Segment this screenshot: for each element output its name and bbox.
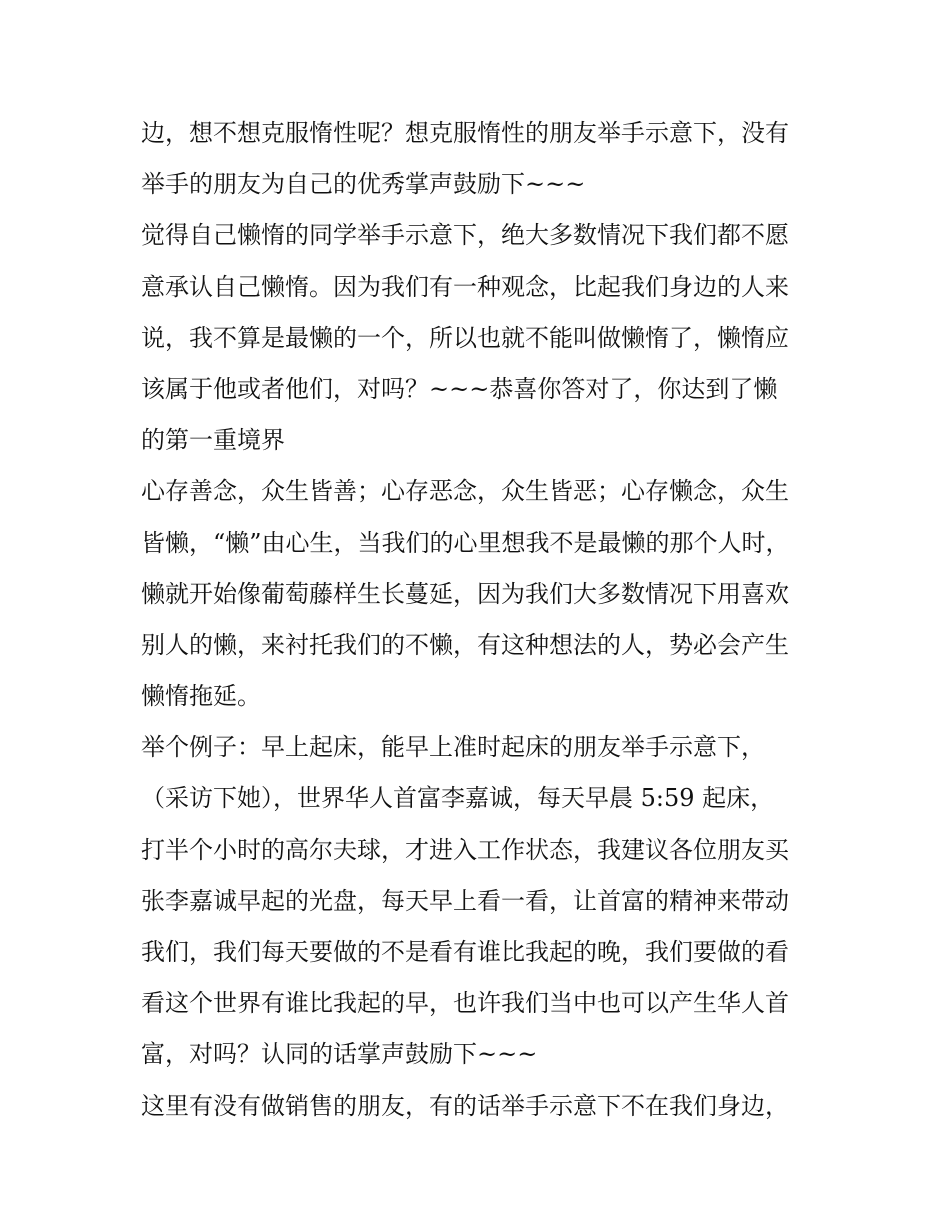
text-line: 举手的朋友为自己的优秀掌声鼓励下~~~	[141, 170, 586, 199]
text-line: 打半个小时的高尔夫球，才进入工作状态，我建议各位朋友买	[141, 835, 789, 864]
text-line: 边，想不想克服惰性呢？想克服惰性的朋友举手示意下，没有	[141, 119, 789, 147]
text-line: 的第一重境界	[141, 426, 285, 455]
text-line: 富，对吗？认同的话掌声鼓励下~~~	[141, 1040, 538, 1069]
text-line: 张李嘉诚早起的光盘，每天早上看一看，让首富的精神来带动	[141, 886, 789, 915]
text-line: 心存善念，众生皆善；心存恶念，众生皆恶；心存懒念，众生	[141, 477, 789, 506]
text-line: 这里有没有做销售的朋友，有的话举手示意下不在我们身边，	[141, 1091, 789, 1120]
text-line: 懒就开始像葡萄藤样生长蔓延，因为我们大多数情况下用喜欢	[141, 579, 789, 608]
text-line: 觉得自己懒惰的同学举手示意下，绝大多数情况下我们都不愿	[141, 221, 789, 250]
text-line: 看这个世界有谁比我起的早，也许我们当中也可以产生华人首	[141, 989, 789, 1018]
text-line: 说，我不算是最懒的一个，所以也就不能叫做懒惰了，懒惰应	[141, 323, 789, 352]
text-line: 懒惰拖延。	[141, 682, 261, 711]
text-line: （采访下她），世界华人首富李嘉诚，每天早晨 5:59 起床，	[141, 784, 775, 813]
body-text	[141, 108, 821, 1132]
text-line: 举个例子：早上起床，能早上准时起床的朋友举手示意下，	[141, 733, 765, 762]
text-line: 皆懒，“懒”由心生，当我们的心里想我不是最懒的那个人时，	[141, 528, 790, 557]
text-line: 别人的懒，来衬托我们的不懒，有这种想法的人，势必会产生	[141, 630, 789, 659]
text-line: 意承认自己懒惰。因为我们有一种观念，比起我们身边的人来	[141, 272, 789, 301]
text-line: 该属于他或者他们，对吗？~~~恭喜你答对了，你达到了懒	[141, 374, 778, 403]
text-line: 我们，我们每天要做的不是看有谁比我起的晚，我们要做的看	[141, 938, 789, 966]
